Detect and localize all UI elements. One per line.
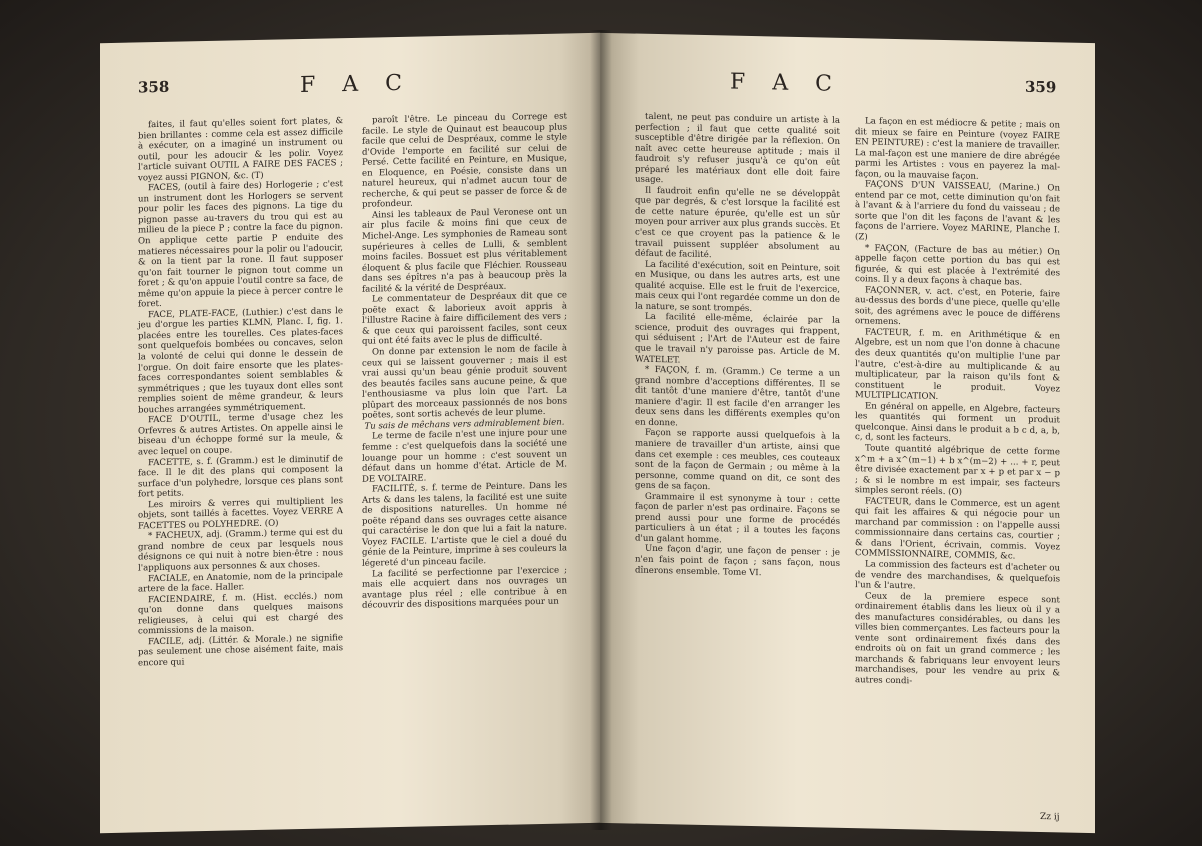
paragraph: FAÇONNER, v. act. c'est, en Poterie, faire au-dessus des bords d'une piece, quelle qu'elle soit, des agrémens avec le pouce de différens ornemens.: [855, 285, 1060, 328]
book-gutter: [590, 30, 612, 830]
paragraph: FACES, (outil à faire des) Horlogerie ; c'est un instrument dont les Horlogers se servent pour polir les faces des pignons. La tige du pignon passe au-travers du trou qui est au milieu de la piece P ; contre la face du pignon. On applique cette partie P enduite des matieres nécessaires pour la polir ou l'adoucir, & on la tient par la rone. Il faut supposer qu'on fait tourner le pignon tout comme un foret ; & qu'on appuie l'outil contre sa face, de même qu'on appuie la piece à percer contre le foret.: [138, 179, 343, 310]
paragraph: La facilité elle-même, éclairée par la science, produit des ouvrages qui frappent, qui séduisent ; l'Art de l'Auteur est de faire que le travail n'y paroisse pas. Article de M. WATELET.: [635, 312, 840, 366]
paragraph: En général on appelle, en Algebre, facteurs les quantités qui forment un produit quelconque. Ainsi dans le produit a b c d, a, b, c, d, sont les facteurs.: [855, 401, 1060, 445]
paragraph: FAÇONS D'UN VAISSEAU, (Marine.) On entend par ce mot, cette diminution qu'on fait à l'avant & à l'arriere du fond du vaisseau ; de sorte que l'on dit les façons de l'avant & les façons de l'arriere. Voyez MARINE, Planche I. (Z): [855, 179, 1060, 243]
running-head: F A C: [730, 69, 842, 97]
paragraph: Les miroirs & verres qui multiplient les objets, sont taillés à facettes. Voyez VERRE A FACETTES ou POLYHEDRE. (O): [138, 495, 343, 532]
paragraph: La facilité d'exécution, soit en Peinture, soit en Musique, ou dans les autres arts, est une qualité acquise. Elle est le fruit de l'exercice, mais ceux qui l'ont regardée comme un don de la nature, se sont trompés.: [635, 259, 840, 314]
paragraph: FACIALE, en Anatomie, nom de la principale artere de la face. Haller.: [138, 569, 343, 595]
left-page: [100, 33, 600, 833]
left-page-header: [100, 67, 600, 107]
right-page-header: [600, 67, 1095, 107]
paragraph: talent, ne peut pas conduire un artiste à la perfection ; il faut que cette qualité soit susceptible d'être dirigée par la réflexion. On naît avec cette heureuse aptitude ; mais il faudroit s'y refuser jusqu'à ce qu'on eût préparé les matériaux dont elle doit faire usage.: [635, 111, 840, 186]
paragraph: * FACHEUX, adj. (Gramm.) terme qui est du grand nombre de ceux par lesquels nous désignons ce qui nuit à notre bien-être : nous l'appliquons aux personnes & aux choses.: [138, 527, 343, 574]
right-column-b: [855, 116, 1060, 690]
paragraph: On donne par extension le nom de facile à ceux qui se laissent gouverner ; mais il est vrai aussi qu'un beau génie produit souvent des beautés faciles sans aucune peine, & que l'enthousiasme va plus loin que l'art. La plûpart des morceaux passionnés de nos bons poëtes, sont sortis achevés de leur plume.: [362, 343, 567, 422]
paragraph: FACILITÉ, s. f. terme de Peinture. Dans les Arts & dans les talens, la facilité est une suite de dispositions naturelles. Un homme né poëte répand dans ses ouvrages cette aisance qui caractérise le don que lui a fait la nature. Voyez FACILE. L'artiste que le ciel a doué du génie de la Peinture, imprime à ses couleurs la légereté d'un pinceau facile.: [362, 480, 567, 569]
paragraph: Le terme de facile n'est une injure pour une femme : c'est quelquefois dans la société une louange pour un homme : c'est souvent un défaut dans un homme d'état. Article de M. DE VOLTAIRE.: [362, 427, 567, 485]
paragraph: La commission des facteurs est d'acheter ou de vendre des marchandises, & quelquefois l'un & l'autre.: [855, 559, 1060, 592]
right-column-a: [635, 112, 840, 580]
page-number: 358: [138, 77, 170, 97]
paragraph: FACETTE, s. f. (Gramm.) est le diminutif de face. Il le dit des plans qui composent la surface d'un polyhedre, lorsque ces plans sont fort petits.: [138, 453, 343, 500]
left-column-b: [362, 111, 567, 611]
paragraph: Façon se rapporte aussi quelquefois à la maniere de travailler d'un artiste, ainsi que dans cet exemple : ces meubles, ces couteaux sont de la façon de Germain ; ou même à la personne, comme quand on dit, ce sont des gens de sa façon.: [635, 428, 840, 493]
paragraph: Il faudroit enfin qu'elle ne se développât que par degrés, & c'est lorsque la facilité est de cette nature épurée, qu'elle est un sûr moyen pour arriver aux plus grands succès. Et c'est ce que croyent pas la patience & le travail puissent suppléer absolument au défaut de facilité.: [635, 185, 840, 261]
signature-mark: Zz ij: [1040, 812, 1060, 823]
paragraph: La façon en est médiocre & petite ; mais on dit mieux se faire en Peinture (voyez FAIRE EN PEINTURE) : c'est la maniere de travailler. La mal-façon est une maniere de dire abrégée parmi les Artistes : vous en payerez la mal-façon, ou la mauvaise façon.: [855, 116, 1060, 182]
paragraph: paroît l'être. Le pinceau du Correge est facile. Le style de Quinaut est beaucoup plus facile que celui de Despréaux, comme le style d'Ovide l'emporte en facilité sur celui de Persé. Cette facilité en Peinture, en Musique, en Eloquence, en Poésie, consiste dans un naturel heureux, qui n'admet aucun tour de recherche, & qui peut se passer de force & de profondeur.: [362, 111, 567, 211]
paragraph: Une façon d'agir, une façon de penser : je n'en fais point de façon ; sans façon, nous dînerons ensemble. Tome VI.: [635, 544, 840, 578]
paragraph: faites, il faut qu'elles soient fort plates, & bien brillantes : comme cela est assez difficile à exécuter, on a imaginé un instrument ou outil, pour les adoucir & les polir. Voyez l'article suivant OUTIL A FAIRE DES FACES ; voyez aussi PIGNON, &c. (T): [138, 116, 343, 184]
right-page: [600, 33, 1095, 833]
paragraph: Ainsi les tableaux de Paul Veronese ont un air plus facile & moins fini que ceux de Michel-Ange. Les symphonies de Rameau sont supérieures à celles de Lulli, & semblent moins faciles. Bossuet est plus véritablement éloquent & plus facile que Fléchier. Rousseau dans ses épîtres n'a pas à beaucoup près la facilité & la vérité de Despréaux.: [362, 206, 567, 295]
paragraph: FACILE, adj. (Littér. & Morale.) ne signifie pas seulement une chose aisément faite, mais encore qui: [138, 632, 343, 669]
paragraph: FACIENDAIRE, f. m. (Hist. ecclés.) nom qu'on donne dans quelques maisons religieuses, à celui qui est chargé des commissions de la maison.: [138, 590, 343, 637]
paragraph: FACE D'OUTIL, terme d'usage chez les Orfevres & autres Artistes. On appelle ainsi le biseau d'un échoppe formé sur la meule, & avec lequel on coupe.: [138, 411, 343, 458]
paragraph: FACE, PLATE-FACE, (Luthier.) c'est dans le jeu d'orgue les parties KLMN, Planc. I, fig. 1. placées entre les tourelles. Ces plates-faces sont quelquefois bombées ou concaves, selon la volonté de celui qui donne le dessein de l'orgue. On doit faire ensorte que les plates-faces correspondantes soient semblables & symmétriques ; que les tuyaux dont elles sont remplies soient de même grandeur, & leurs bouches arrangées symmétriquement.: [138, 305, 343, 416]
paragraph: Grammaire il est synonyme à tour : cette façon de parler n'est pas ordinaire. Façons se prend aussi pour une forme de procédés particuliers à un état ; il a toutes les façons d'un galant homme.: [635, 491, 840, 546]
paragraph: * FAÇON, f. m. (Gramm.) Ce terme a un grand nombre d'acceptions différentes. Il se dit tantôt d'une maniere d'être, tantôt d'une maniere d'agir. Il est facile d'en arranger les deux sens dans les différents exemples qu'on en donne.: [635, 364, 840, 429]
paragraph: Toute quantité algébrique de cette forme x^m + a x^(m−1) + b x^(m−2) + ... + r, peut être divisée exactement par x + p et par x − p ; & si le nombre m est impair, ses facteurs simples seront réels. (O): [855, 443, 1060, 498]
paragraph: Ceux de la premiere espece sont ordinairement établis dans les lieux où il y a des manufactures considérables, ou dans les villes bien commerçantes. Les facteurs pour la vente sont ordinairement fixés dans des endroits où on fait un grand commerce ; les marchands & fabriquans leur envoyent leurs marchandises, pour les vendre au prix & autres condi-: [855, 590, 1060, 687]
running-head: F A C: [300, 70, 412, 99]
page-number: 359: [1025, 77, 1057, 97]
paragraph: La facilité se perfectionne par l'exercice ; mais elle acquiert dans nos ouvrages un avantage plus réel ; elle contribue à en découvrir des dispositions marquées pour un: [362, 564, 567, 611]
paragraph: FACTEUR, dans le Commerce, est un agent qui fait les affaires & qui négocie pour un marchand par commission : on l'appelle aussi commissionnaire dans certains cas, courtier ; & dans l'Orient, écrivain, commis. Voyez COMMISSIONNAIRE, COMMIS, &c.: [855, 496, 1060, 562]
verse-quote: Tu sais de mêchans vers admirablement bien.: [364, 417, 565, 432]
paragraph: Le commentateur de Despréaux dit que ce poëte exact & laborieux avoit appris à l'illustre Racine à faire difficilement des vers ; & que ceux qui paroissent faciles, sont ceux qui ont été faits avec le plus de difficulté.: [362, 290, 567, 348]
paragraph: FACTEUR, f. m. en Arithmétique & en Algebre, est un nom que l'on donne à chacune des deux quantités qu'on multiplie l'une par l'autre, c'est-à-dire au multiplicande & au multiplicateur, par la raison qu'ils font & constituent le produit. Voyez MULTIPLICATION.: [855, 327, 1060, 403]
paragraph: * FAÇON, (Facture de bas au métier.) On appelle façon cette portion du bas qui est figurée, & qui est placée à l'extrémité des coins. Il y a deux façons à chaque bas.: [855, 242, 1060, 288]
left-column-a: [138, 116, 343, 669]
